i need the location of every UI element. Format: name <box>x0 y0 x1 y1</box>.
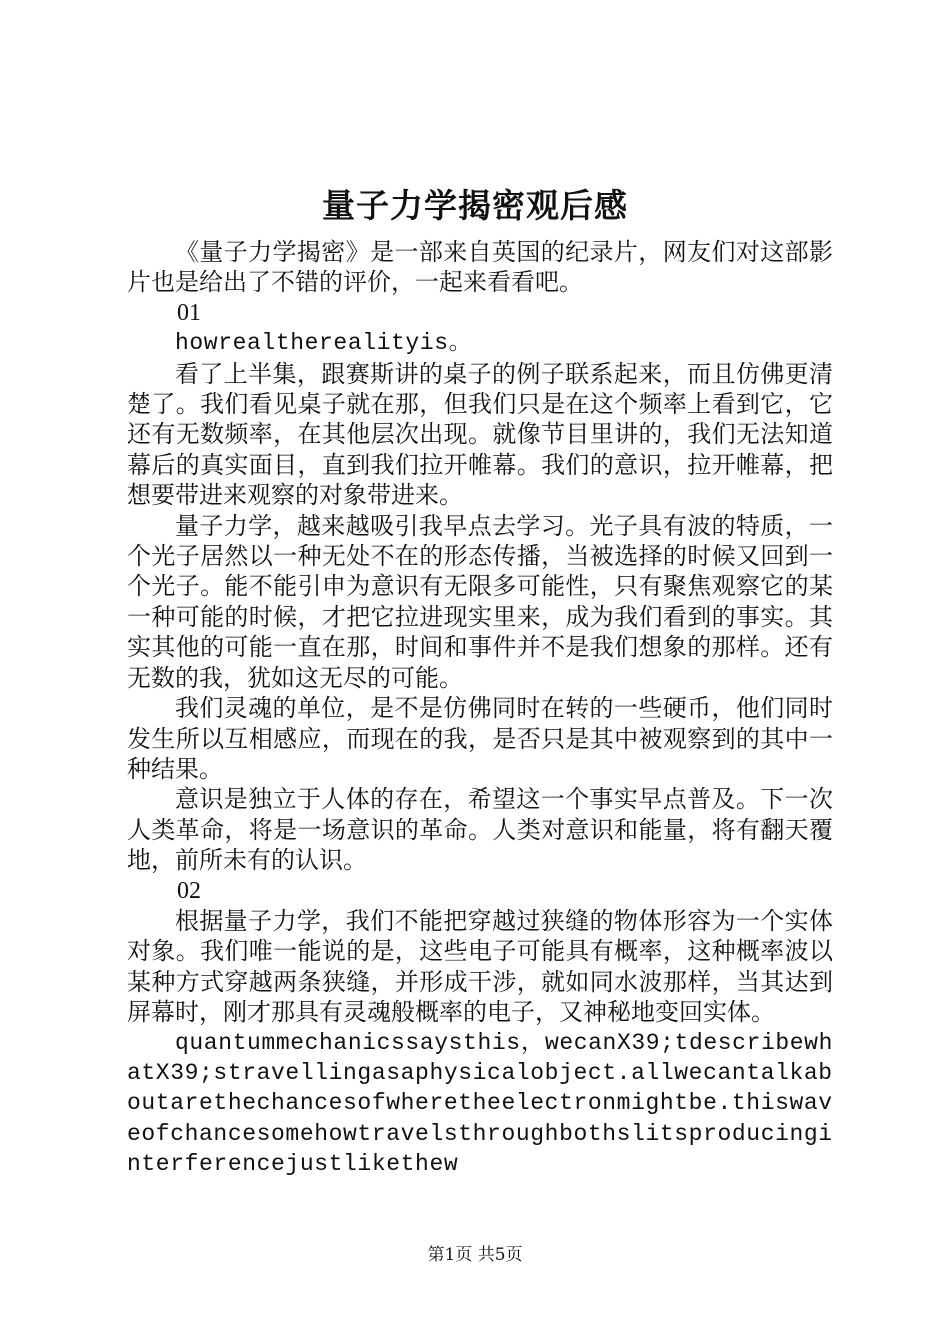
body-paragraph: 量子力学，越来越吸引我早点去学习。光子具有波的特质，一个光子居然以一种无处不在的形态传播，当被选择的时候又回到一个光子。能不能引申为意识有无限多可能性，只有聚焦观察它的某一种可能的时候，才把它拉进现实里来，成为我们看到的事实。其实其他的可能一直在那，时间和事件并不是我们想象的那样。还有无数的我，犹如这无尽的可能。 <box>127 511 833 692</box>
section-number-01: 01 <box>177 299 201 326</box>
body-paragraph: 我们灵魂的单位，是不是仿佛同时在转的一些硬币，他们同时发生所以互相感应，而现在的我，是否只是其中被观察到的其中一种结果。 <box>127 694 833 783</box>
english-quote-paragraph: quantummechanicssaysthis，wecanX39;tdescribewhatX39;stravellingasaphysicalobject.allwecantalkaboutarethechancesofwheretheelectronmightbe.thiswaveofchancesomehowtravelsthroughbothslitsproducinginterferencejustlikethew <box>127 1029 833 1178</box>
intro-paragraph: 《量子力学揭密》是一部来自英国的纪录片，网友们对这部影片也是给出了不错的评价，一起来看看吧。 <box>127 238 833 297</box>
body-paragraph: 看了上半集，跟赛斯讲的桌子的例子联系起来，而且仿佛更清楚了。我们看见桌子就在那，但我们只是在这个频率上看到它，它还有无数频率，在其他层次出现。就像节目里讲的，我们无法知道幕后的真实面目，直到我们拉开帷幕。我们的意识，拉开帷幕，把想要带进来观察的对象带进来。 <box>127 359 833 510</box>
english-subtitle-paragraph: howrealtherealityis。 <box>175 330 473 357</box>
page-number-footer: 第1页 共5页 <box>427 1245 523 1265</box>
body-paragraph: 根据量子力学，我们不能把穿越过狭缝的物体形容为一个实体对象。我们唯一能说的是，这些电子可能具有概率，这种概率波以某种方式穿越两条狭缝，并形成干涉，就如同水波那样，当其达到屏幕时，刚才那具有灵魂般概率的电子，又神秘地变回实体。 <box>127 906 833 1027</box>
section-number-02: 02 <box>177 877 201 904</box>
document-body <box>127 237 833 1180</box>
document-title: 量子力学揭密观后感 <box>322 186 628 225</box>
body-paragraph: 意识是独立于人体的存在，希望这一个事实早点普及。下一次人类革命，将是一场意识的革命。人类对意识和能量，将有翻天覆地，前所未有的认识。 <box>127 785 833 875</box>
